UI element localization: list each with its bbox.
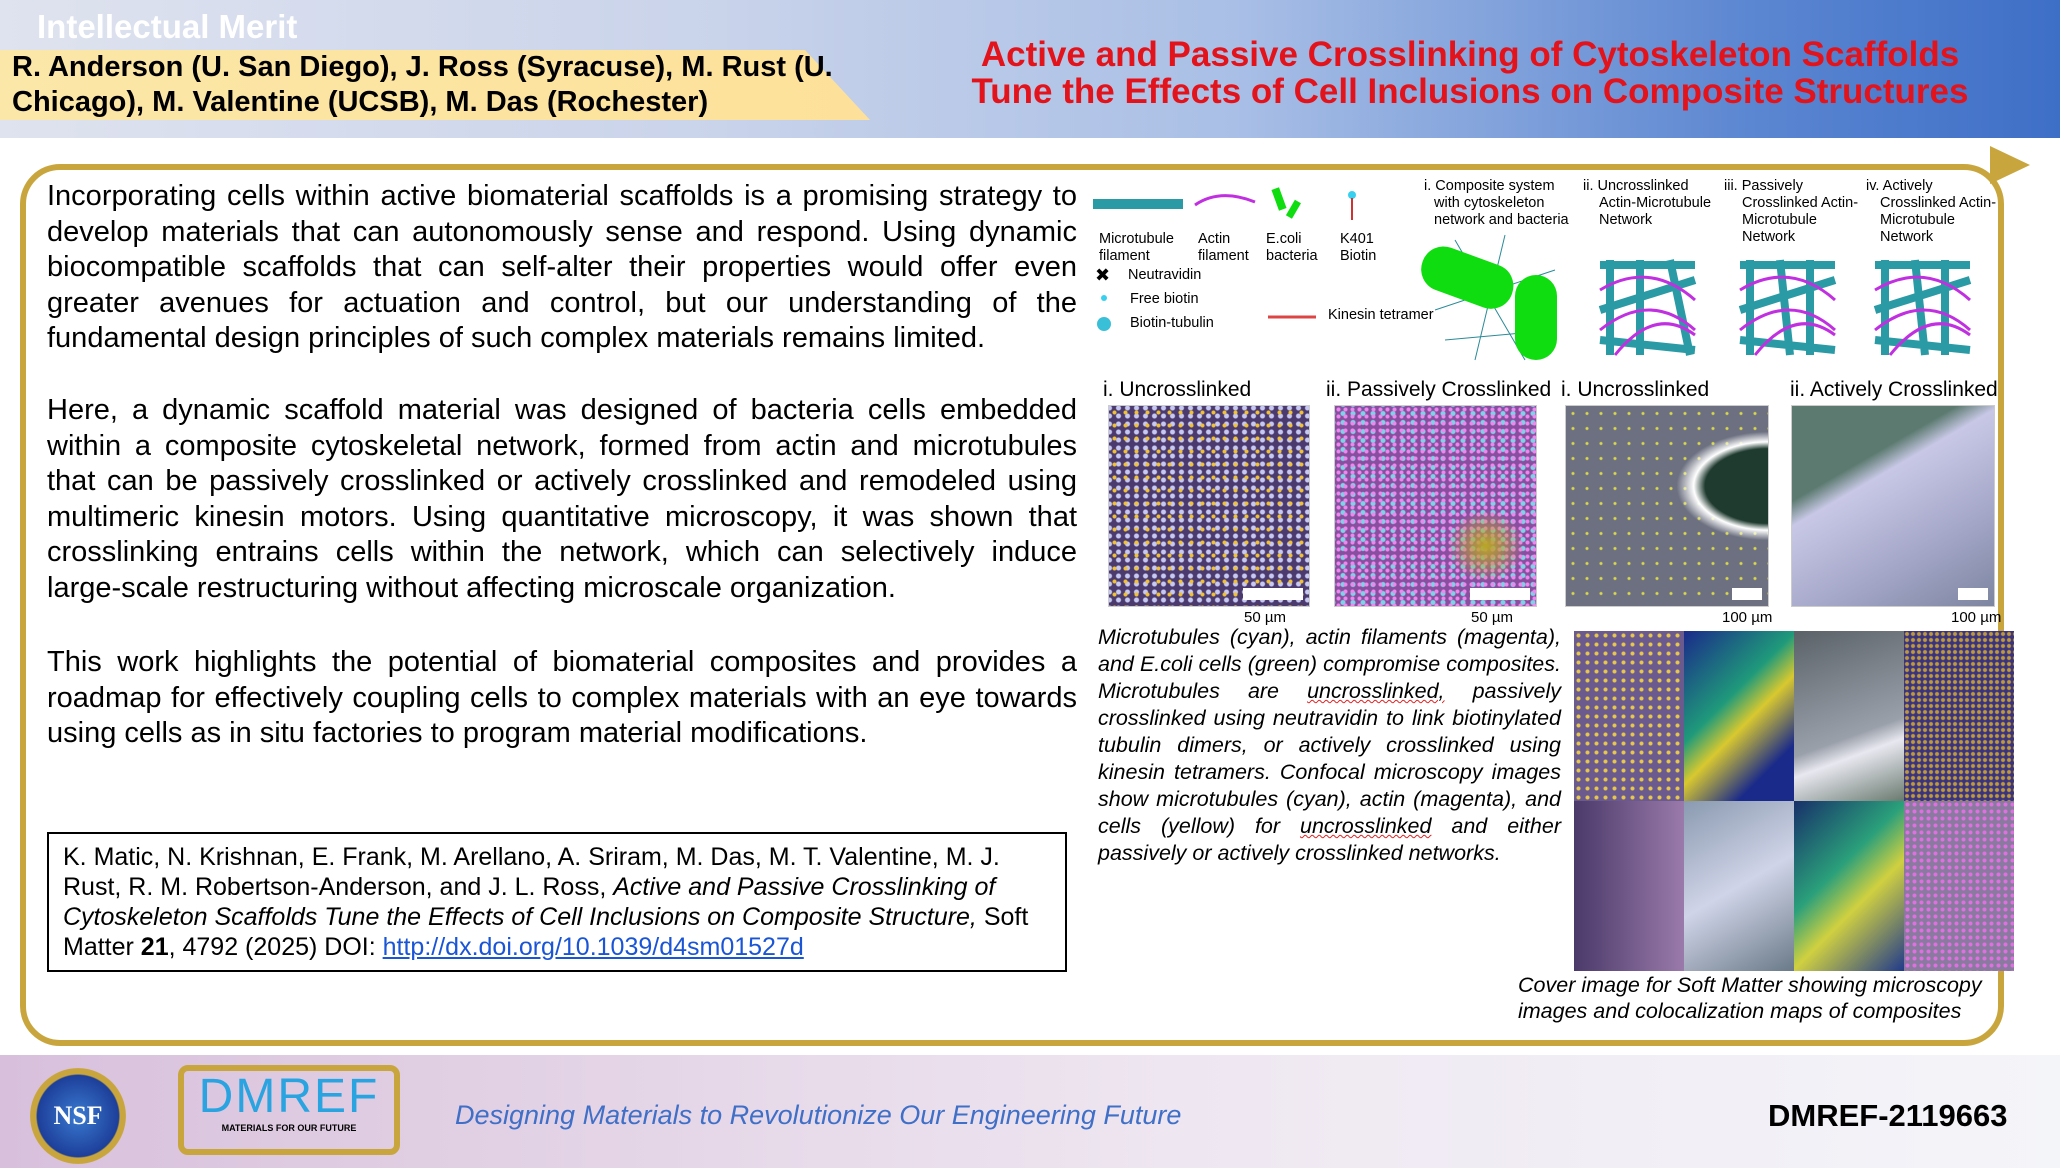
award-number: DMREF-2119663 [1768,1098,2008,1133]
passive-network-diagram [1740,260,1835,355]
paragraph-2: Here, a dynamic scaffold material was designed of bacteria cells embedded within a composite cytoskeletal network, formed from actin and microtubules that can be passively crosslinked or actively crosslinked and remodeled using multimeric kinesin motors. Using quantitative microscopy, it was shown that crosslinking entrains cells within the network, which can selectively induce large-scale restructuring without affecting microscale organization. [47,394,1077,604]
citation-box [47,832,1067,972]
caption-word-uncrosslinked: uncrosslinked, [1307,679,1445,703]
slide-title [930,36,2010,110]
scale-bar-label-2: 50 µm [1471,609,1513,626]
micrograph-uncrosslinked-active [1565,405,1769,607]
actin-icon [1195,196,1255,205]
free-biotin-icon [1101,295,1107,301]
schematic-label-iii: iii. Passively Crosslinked Actin-Microtubule Network [1724,178,1859,245]
schematic-label-i: i. Composite system with cytoskeleton network and bacteria [1424,178,1569,228]
nsf-logo-text: NSF [53,1101,103,1130]
schematic-label-ii: ii. Uncrosslinked Actin-Microtubule Network [1583,178,1712,228]
cover-tile [1684,801,1794,971]
tagline: Designing Materials to Revolutionize Our Engineering Future [455,1100,1182,1130]
dmref-logo-subtitle: MATERIALS FOR OUR FUTURE [221,1123,357,1133]
dmref-logo-text: DMREF [198,1070,380,1123]
scale-bar-label-1: 50 µm [1244,609,1286,626]
microtubule-icon [1093,199,1183,209]
doi-link[interactable]: http://dx.doi.org/10.1039/d4sm01527d [382,933,804,961]
cover-tile [1904,631,2014,801]
micrograph-label-4: ii. Actively Crosslinked [1790,378,1998,401]
dmref-logo [178,1065,400,1155]
micrograph-passively-crosslinked [1334,405,1537,607]
cover-tile [1574,801,1684,971]
ecoli-icon [1271,187,1286,210]
legend-ecoli: E.coli bacteria [1266,231,1318,264]
k401-biotin-icon [1348,191,1356,199]
cover-tile [1904,801,2014,971]
citation-pages: , 4792 (2025) DOI: [168,933,383,961]
citation-title: Active and Passive Crosslinking of Cytoskeleton Scaffolds Tune the Effects of Cell Inclusions on Composite Structure, [63,873,996,931]
title-line-1: Active and Passive Crosslinking of Cytoskeleton Scaffolds [980,35,1960,74]
biotin-tubulin-icon [1097,317,1111,331]
micrograph-label-3: i. Uncrosslinked [1561,378,1710,401]
citation-authors: K. Matic, N. Krishnan, E. Frank, M. Arellano, A. Sriram, M. Das, M. T. Valentine, M. J. Rust, R. M. Robertson-Anderson, and J. L. Ross, [63,843,1000,901]
active-network-diagram [1875,260,1970,355]
legend-actin: Actin filament [1198,231,1249,264]
caption-text-1: Microtubules (cyan), actin filaments (magenta), and E.coli cells (green) compromise composites. Microtubules are [1098,625,1561,703]
legend-microtubule: Microtubule filament [1099,231,1174,264]
uncrosslinked-network-diagram [1600,260,1695,355]
scale-bar-label-4: 100 µm [1951,609,2002,626]
cover-caption: Cover image for Soft Matter showing microscopy images and colocalization maps of composites [1518,973,1982,1023]
cover-tile [1794,801,1904,971]
nsf-logo [30,1068,126,1164]
legend-biotin-tubulin: Biotin-tubulin [1130,315,1214,331]
legend-k401: K401 Biotin [1340,231,1377,264]
legend-kinesin: Kinesin tetramer [1328,307,1434,323]
composite-system-diagram [1415,235,1557,360]
cover-tile [1684,631,1794,801]
neutravidin-icon: ✖ [1095,265,1111,285]
cover-tile [1574,631,1684,801]
figure-caption [1098,624,1561,867]
citation-volume: 21 [140,933,169,961]
scale-bar-label-3: 100 µm [1722,609,1773,626]
schematic-diagrams [1415,230,2015,365]
citation-journal: Soft Matter [63,903,1029,961]
legend-free-biotin: Free biotin [1130,291,1199,307]
caption-word-uncrosslinked-2: uncrosslinked [1299,814,1432,838]
cover-tile [1794,631,1904,801]
micrograph-label-2: ii. Passively Crosslinked [1326,378,1552,401]
micrograph-actively-crosslinked [1791,405,1995,607]
title-line-2: Tune the Effects of Cell Inclusions on Composite Structures [971,72,1969,111]
micrograph-label-1: i. Uncrosslinked [1103,378,1252,401]
authors: R. Anderson (U. San Diego), J. Ross (Syracuse), M. Rust (U. Chicago), M. Valentine (UCSB), M. Das (Rochester) [12,51,833,118]
ecoli-icon-2 [1286,200,1301,219]
schematic-label-iv: iv. Actively Crosslinked Actin-Microtubule Network [1866,178,1997,245]
caption-text-3: and either passively or actively crosslinked networks. [1098,814,1561,865]
caption-text-2: passively crosslinked using neutravidin to link biotinylated tubulin dimers, or actively crosslinked using kinesin tetramers. Confocal microscopy images show microtubules (cyan), actin (magenta), and cells (yellow) for [1098,679,1561,838]
cover-image [1574,631,2014,971]
micrograph-uncrosslinked-passive [1108,405,1310,607]
paragraph-3: This work highlights the potential of biomaterial composites and provides a roadmap for effectively coupling cells to complex materials with an eye towards using cells as in situ factories to program material modifications. [47,646,1077,749]
section-label: Intellectual Merit [37,8,298,45]
legend-neutravidin: Neutravidin [1128,267,1202,283]
paragraph-1: Incorporating cells within active biomaterial scaffolds is a promising strategy to develop materials that can autonomously sense and respond. Using dynamic biocompatible scaffolds that can self-alter their properties would offer even greater avenues for actuation and control, but our understanding of the fundamental design principles of such complex materials remains limited. [47,180,1077,354]
